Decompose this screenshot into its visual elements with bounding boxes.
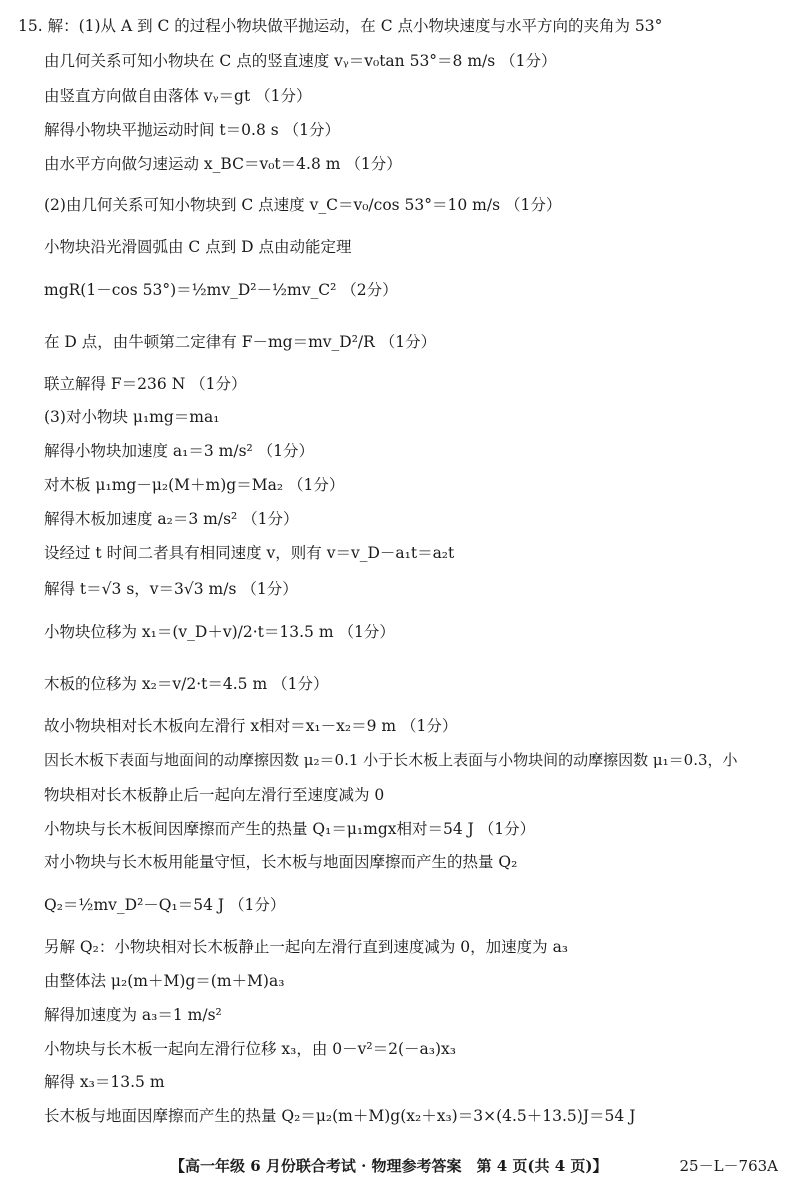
- answer-line-30: 长木板与地面因摩擦而产生的热量 Q₂＝μ₂(m＋M)g(x₂＋x₃)＝3×(4.5＋13.5)J＝54 J: [44, 1107, 636, 1125]
- answer-line-7: 小物块沿光滑圆弧由 C 点到 D 点由动能定理: [44, 238, 352, 256]
- footer-code: 25－L－763A: [679, 1157, 778, 1175]
- answer-line-13: 对木板 μ₁mg－μ₂(M＋m)g＝Ma₂ （1分）: [44, 476, 345, 494]
- answer-line-5: 由水平方向做匀速运动 x_BC＝v₀t＝4.8 m （1分）: [44, 155, 402, 173]
- answer-line-23: 对小物块与长木板用能量守恒，长木板与地面因摩擦而产生的热量 Q₂: [44, 853, 518, 871]
- answer-line-29: 解得 x₃＝13.5 m: [44, 1073, 165, 1091]
- answer-line-4: 解得小物块平抛运动时间 t＝0.8 s （1分）: [44, 121, 340, 139]
- answer-line-19: 故小物块相对长木板向左滑行 x相对＝x₁－x₂＝9 m （1分）: [44, 717, 458, 735]
- answer-line-3: 由竖直方向做自由落体 vᵧ＝gt （1分）: [44, 87, 312, 105]
- answer-line-1: 15. 解：(1)从 A 到 C 的过程小物块做平抛运动，在 C 点小物块速度与水平方向的夹角为 53°: [18, 17, 663, 35]
- answer-line-14: 解得木板加速度 a₂＝3 m/s² （1分）: [44, 510, 299, 528]
- footer-title: 【高一年级 6 月份联合考试 · 物理参考答案 第 4 页(共 4 页)】: [170, 1157, 608, 1175]
- answer-line-15: 设经过 t 时间二者具有相同速度 v，则有 v＝v_D－a₁t＝a₂t: [44, 544, 455, 562]
- answer-line-18: 木板的位移为 x₂＝v/2·t＝4.5 m （1分）: [44, 675, 329, 693]
- page-footer: [0, 1154, 800, 1178]
- answer-line-27: 解得加速度为 a₃＝1 m/s²: [44, 1006, 222, 1024]
- answer-line-21: 物块相对长木板静止后一起向左滑行至速度减为 0: [44, 786, 385, 804]
- answer-line-20: 因长木板下表面与地面间的动摩擦因数 μ₂＝0.1 小于长木板上表面与小物块间的动摩擦因数 μ₁＝0.3，小: [44, 751, 738, 769]
- answer-line-25: 另解 Q₂：小物块相对长木板静止一起向左滑行直到速度减为 0，加速度为 a₃: [44, 938, 569, 956]
- answer-line-26: 由整体法 μ₂(m＋M)g＝(m＋M)a₃: [44, 972, 285, 990]
- answer-line-12: 解得小物块加速度 a₁＝3 m/s² （1分）: [44, 442, 315, 460]
- answer-line-10: 联立解得 F＝236 N （1分）: [44, 375, 247, 393]
- answer-line-11: (3)对小物块 μ₁mg＝ma₁: [44, 408, 220, 426]
- answer-line-17: 小物块位移为 x₁＝(v_D＋v)/2·t＝13.5 m （1分）: [44, 623, 395, 641]
- answer-line-2: 由几何关系可知小物块在 C 点的竖直速度 vᵧ＝v₀tan 53°＝8 m/s （1分）: [44, 52, 557, 70]
- answer-line-8: mgR(1－cos 53°)＝½mv_D²－½mv_C² （2分）: [44, 281, 398, 299]
- answer-line-22: 小物块与长木板间因摩擦而产生的热量 Q₁＝μ₁mgx相对＝54 J （1分）: [44, 820, 536, 838]
- answer-line-6: (2)由几何关系可知小物块到 C 点速度 v_C＝v₀/cos 53°＝10 m/s （1分）: [44, 196, 562, 214]
- answer-line-28: 小物块与长木板一起向左滑行位移 x₃，由 0－v²＝2(－a₃)x₃: [44, 1040, 457, 1058]
- answer-line-9: 在 D 点，由牛顿第二定律有 F－mg＝mv_D²/R （1分）: [44, 333, 437, 351]
- answer-line-24: Q₂＝½mv_D²－Q₁＝54 J （1分）: [44, 896, 286, 914]
- answer-line-16: 解得 t＝√3 s，v＝3√3 m/s （1分）: [44, 580, 298, 598]
